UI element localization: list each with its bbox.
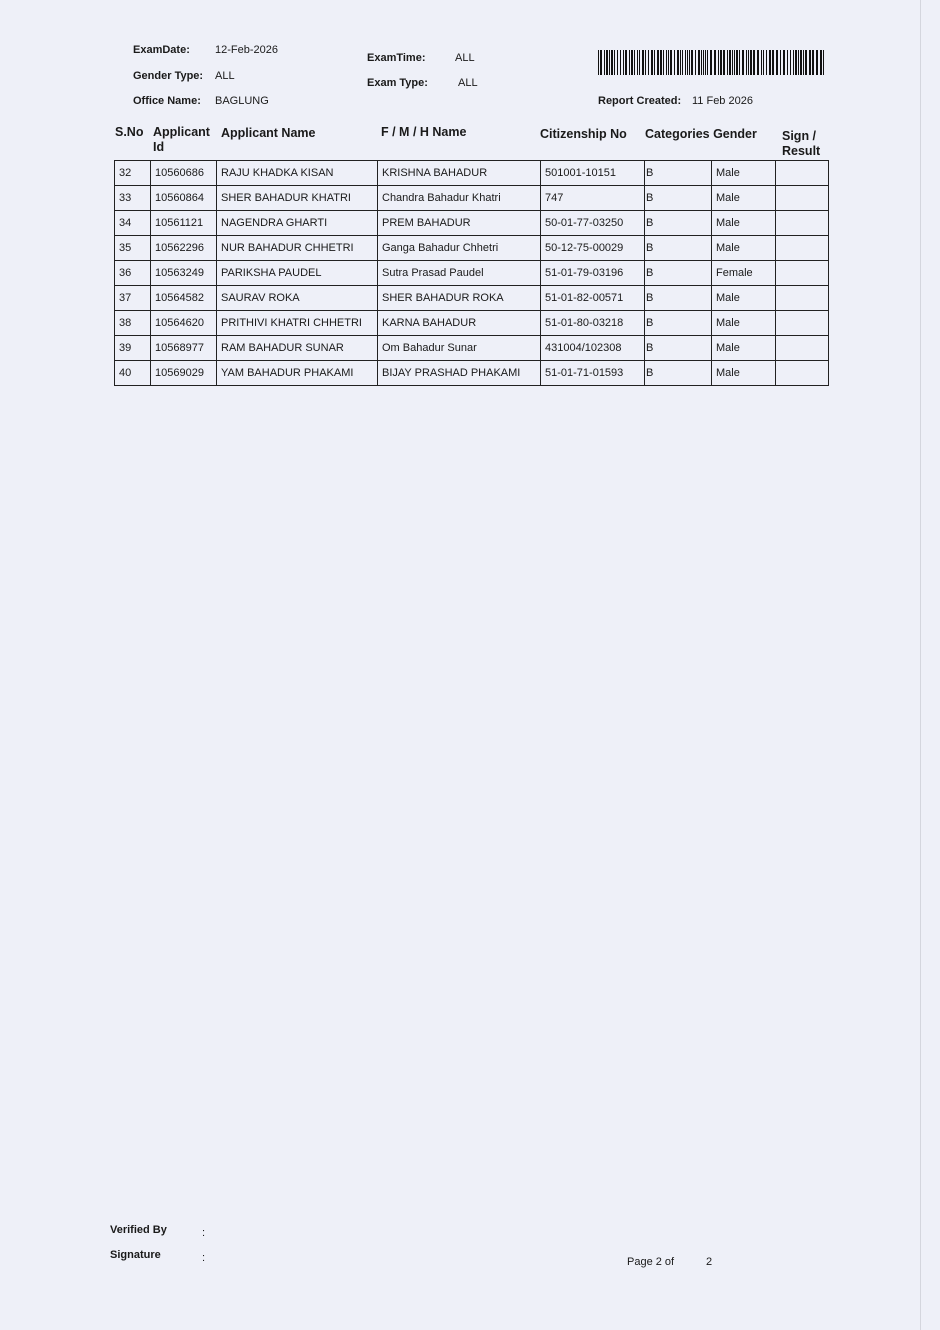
table-row bbox=[115, 261, 829, 286]
cell-fmh-name: Ganga Bahadur Chhetri bbox=[378, 236, 541, 261]
table-row bbox=[115, 286, 829, 311]
col-header-applicant-id-line2: Id bbox=[153, 140, 165, 154]
cell-fmh-name: Om Bahadur Sunar bbox=[378, 336, 541, 361]
cell-category: B bbox=[645, 186, 712, 211]
cell-sno: 34 bbox=[115, 211, 151, 236]
cell-fmh-name: SHER BAHADUR ROKA bbox=[378, 286, 541, 311]
cell-fmh-name: Chandra Bahadur Khatri bbox=[378, 186, 541, 211]
col-header-sign-result-line2: Result bbox=[782, 144, 821, 158]
office-name-value: BAGLUNG bbox=[215, 95, 269, 107]
cell-fmh-name: KRISHNA BAHADUR bbox=[378, 161, 541, 186]
col-header-applicant-name: Applicant Name bbox=[221, 126, 316, 140]
col-header-applicant-id bbox=[153, 125, 210, 155]
cell-applicant-name: RAM BAHADUR SUNAR bbox=[217, 336, 378, 361]
cell-applicant-name: NAGENDRA GHARTI bbox=[217, 211, 378, 236]
cell-sign-result bbox=[776, 161, 829, 186]
cell-applicant-id: 10562296 bbox=[151, 236, 217, 261]
table-row bbox=[115, 336, 829, 361]
cell-citizenship-no: 50-01-77-03250 bbox=[541, 211, 645, 236]
col-header-sno: S.No bbox=[115, 125, 144, 139]
cell-fmh-name: BIJAY PRASHAD PHAKAMI bbox=[378, 361, 541, 386]
cell-fmh-name: PREM BAHADUR bbox=[378, 211, 541, 236]
cell-sign-result bbox=[776, 311, 829, 336]
cell-citizenship-no: 51-01-79-03196 bbox=[541, 261, 645, 286]
cell-gender: Male bbox=[712, 361, 776, 386]
cell-applicant-name: SHER BAHADUR KHATRI bbox=[217, 186, 378, 211]
verified-by-colon: : bbox=[202, 1227, 206, 1239]
col-header-fmh-name: F / M / H Name bbox=[381, 125, 467, 139]
cell-category: B bbox=[645, 211, 712, 236]
page-number-label: Page 2 of bbox=[627, 1256, 675, 1268]
cell-citizenship-no: 51-01-80-03218 bbox=[541, 311, 645, 336]
cell-applicant-id: 10563249 bbox=[151, 261, 217, 286]
cell-sno: 35 bbox=[115, 236, 151, 261]
cell-sign-result bbox=[776, 286, 829, 311]
cell-gender: Male bbox=[712, 211, 776, 236]
cell-sno: 36 bbox=[115, 261, 151, 286]
cell-category: B bbox=[645, 261, 712, 286]
cell-applicant-name: PRITHIVI KHATRI CHHETRI bbox=[217, 311, 378, 336]
exam-time-value: ALL bbox=[455, 52, 475, 64]
cell-citizenship-no: 51-01-71-01593 bbox=[541, 361, 645, 386]
applicant-table bbox=[114, 160, 829, 386]
cell-sign-result bbox=[776, 211, 829, 236]
cell-applicant-id: 10569029 bbox=[151, 361, 217, 386]
cell-applicant-id: 10564582 bbox=[151, 286, 217, 311]
cell-gender: Male bbox=[712, 336, 776, 361]
table-row bbox=[115, 211, 829, 236]
cell-gender: Male bbox=[712, 161, 776, 186]
exam-time-label: ExamTime: bbox=[367, 52, 426, 64]
col-header-applicant-id-line1: Applicant bbox=[153, 125, 210, 139]
cell-sno: 33 bbox=[115, 186, 151, 211]
gender-type-value: ALL bbox=[215, 70, 235, 82]
cell-citizenship-no: 501001-10151 bbox=[541, 161, 645, 186]
cell-gender: Male bbox=[712, 311, 776, 336]
signature-colon: : bbox=[202, 1252, 206, 1264]
cell-sno: 38 bbox=[115, 311, 151, 336]
cell-sign-result bbox=[776, 236, 829, 261]
cell-applicant-id: 10560864 bbox=[151, 186, 217, 211]
page-total: 2 bbox=[706, 1256, 713, 1268]
cell-category: B bbox=[645, 361, 712, 386]
cell-gender: Male bbox=[712, 286, 776, 311]
cell-category: B bbox=[645, 311, 712, 336]
cell-citizenship-no: 747 bbox=[541, 186, 645, 211]
table-row bbox=[115, 236, 829, 261]
cell-category: B bbox=[645, 336, 712, 361]
exam-type-label: Exam Type: bbox=[367, 77, 428, 89]
cell-sno: 32 bbox=[115, 161, 151, 186]
col-header-citizenship-no: Citizenship No bbox=[540, 127, 627, 141]
cell-applicant-name: NUR BAHADUR CHHETRI bbox=[217, 236, 378, 261]
page-edge-right bbox=[920, 0, 921, 1330]
cell-sign-result bbox=[776, 361, 829, 386]
cell-citizenship-no: 51-01-82-00571 bbox=[541, 286, 645, 311]
cell-gender: Male bbox=[712, 186, 776, 211]
col-header-sign-result-line1: Sign / bbox=[782, 129, 817, 143]
cell-citizenship-no: 431004/102308 bbox=[541, 336, 645, 361]
report-created-value: 11 Feb 2026 bbox=[692, 95, 753, 107]
gender-type-label: Gender Type: bbox=[133, 70, 204, 82]
exam-date-label: ExamDate: bbox=[133, 44, 190, 56]
exam-date-value: 12-Feb-2026 bbox=[215, 44, 278, 56]
cell-applicant-id: 10568977 bbox=[151, 336, 217, 361]
barcode-icon bbox=[598, 50, 828, 75]
cell-category: B bbox=[645, 286, 712, 311]
cell-category: B bbox=[645, 236, 712, 261]
cell-fmh-name: Sutra Prasad Paudel bbox=[378, 261, 541, 286]
verified-by-label: Verified By bbox=[110, 1224, 167, 1236]
cell-sign-result bbox=[776, 336, 829, 361]
cell-applicant-name: YAM BAHADUR PHAKAMI bbox=[217, 361, 378, 386]
cell-sno: 39 bbox=[115, 336, 151, 361]
cell-category: B bbox=[645, 161, 712, 186]
signature-label: Signature bbox=[110, 1249, 161, 1261]
col-header-categories-gender: Categories Gender bbox=[645, 127, 757, 141]
office-name-label: Office Name: bbox=[133, 95, 201, 107]
cell-applicant-name: PARIKSHA PAUDEL bbox=[217, 261, 378, 286]
table-row bbox=[115, 311, 829, 336]
cell-applicant-id: 10561121 bbox=[151, 211, 217, 236]
applicant-table-body bbox=[115, 161, 829, 386]
cell-sno: 40 bbox=[115, 361, 151, 386]
cell-sign-result bbox=[776, 261, 829, 286]
cell-sign-result bbox=[776, 186, 829, 211]
table-row bbox=[115, 361, 829, 386]
cell-applicant-name: RAJU KHADKA KISAN bbox=[217, 161, 378, 186]
table-row bbox=[115, 186, 829, 211]
cell-citizenship-no: 50-12-75-00029 bbox=[541, 236, 645, 261]
exam-type-value: ALL bbox=[458, 77, 478, 89]
table-row bbox=[115, 161, 829, 186]
cell-applicant-id: 10560686 bbox=[151, 161, 217, 186]
cell-gender: Male bbox=[712, 236, 776, 261]
cell-applicant-id: 10564620 bbox=[151, 311, 217, 336]
cell-fmh-name: KARNA BAHADUR bbox=[378, 311, 541, 336]
cell-gender: Female bbox=[712, 261, 776, 286]
cell-sno: 37 bbox=[115, 286, 151, 311]
col-header-sign-result bbox=[782, 129, 820, 159]
report-created-label: Report Created: bbox=[598, 95, 682, 107]
cell-applicant-name: SAURAV ROKA bbox=[217, 286, 378, 311]
